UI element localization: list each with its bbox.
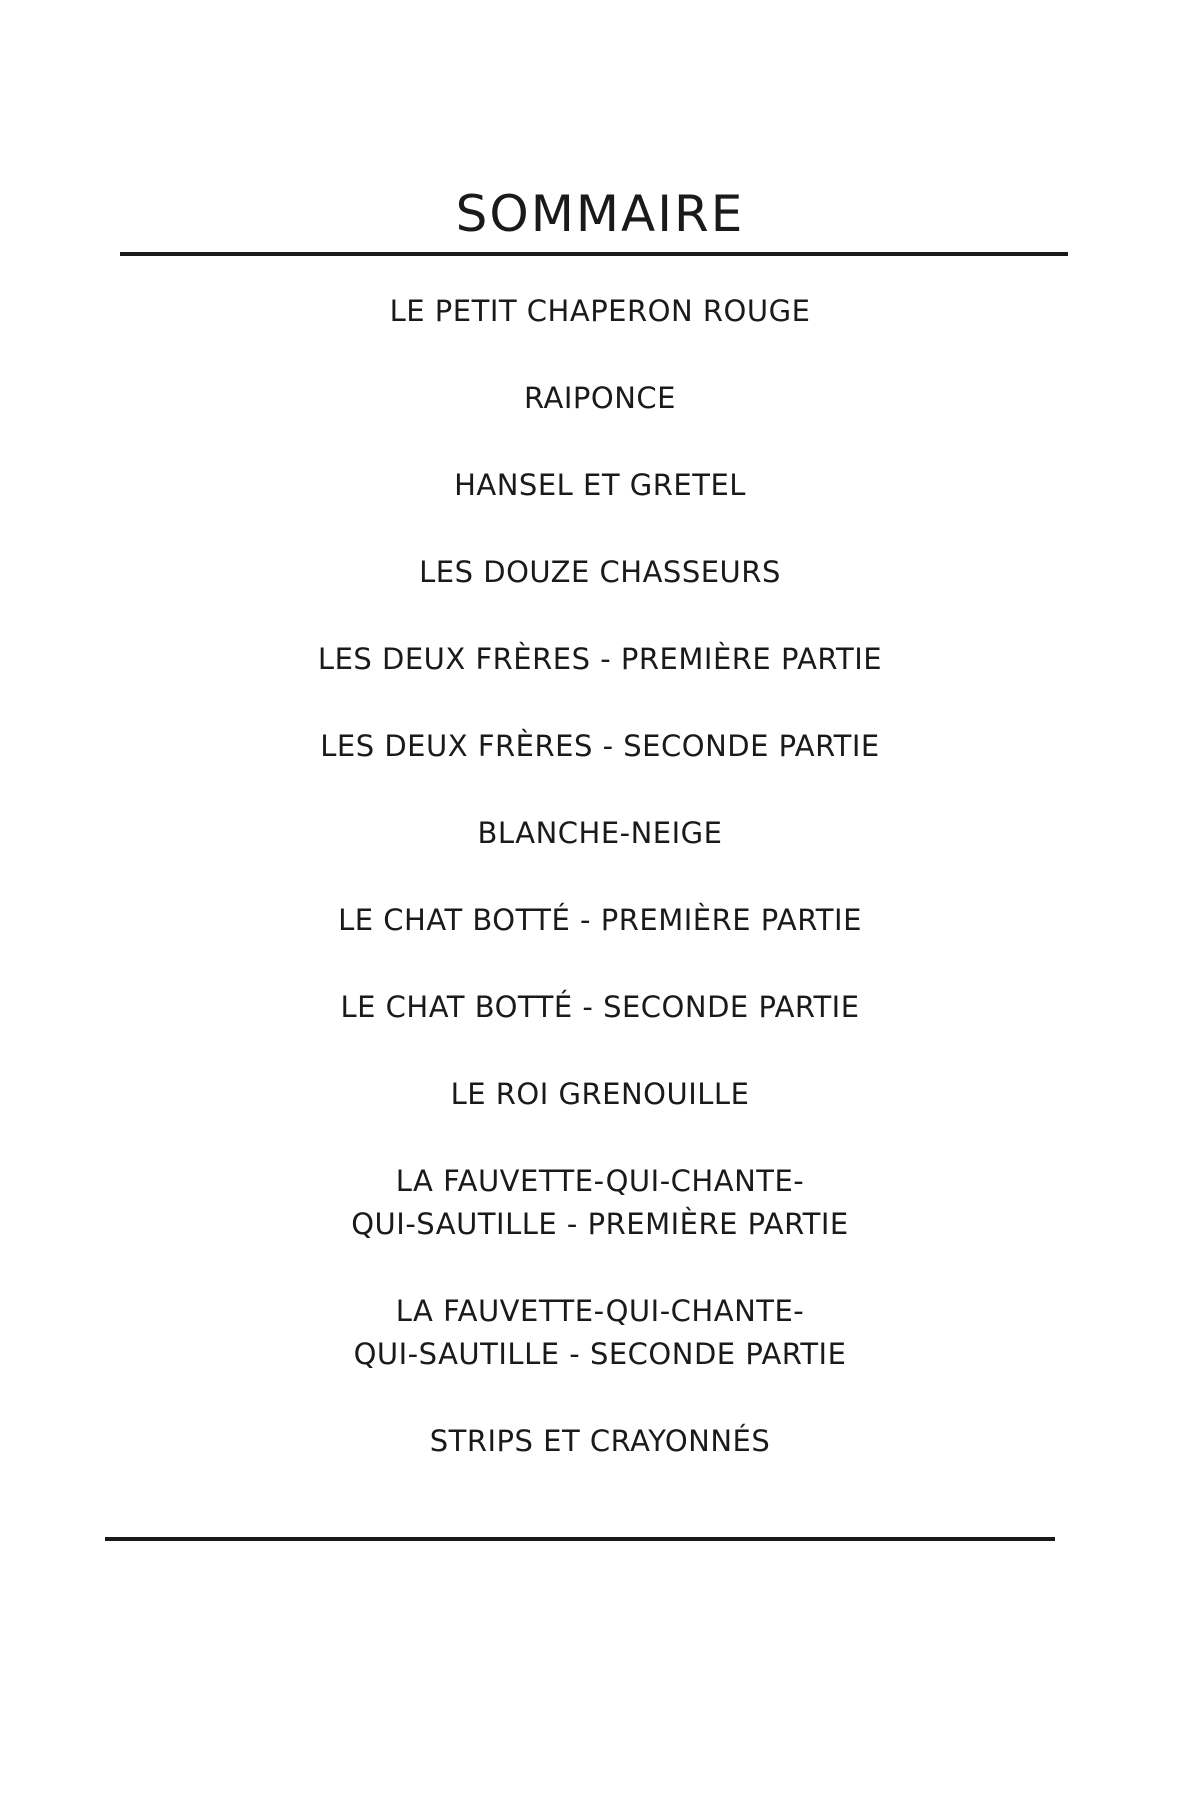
- toc-entry: [0, 1160, 1200, 1246]
- toc-entry: [0, 725, 1200, 768]
- toc-entry: [0, 377, 1200, 420]
- toc-entry: [0, 551, 1200, 594]
- toc-entry-line: LE CHAT BOTTÉ - PREMIÈRE PARTIE: [338, 903, 862, 937]
- top-divider: [120, 252, 1068, 256]
- toc-entry-line: LE ROI GRENOUILLE: [450, 1077, 750, 1111]
- toc-entry: [0, 464, 1200, 507]
- toc-entry-line: RAIPONCE: [524, 381, 676, 415]
- toc-entry-line: LA FAUVETTE-QUI-CHANTE-: [395, 1294, 805, 1328]
- toc-entry-line: QUI-SAUTILLE - PREMIÈRE PARTIE: [351, 1207, 849, 1241]
- toc-entry-line: LA FAUVETTE-QUI-CHANTE-: [395, 1164, 805, 1198]
- table-of-contents: [0, 290, 1200, 1507]
- toc-entry: [0, 986, 1200, 1029]
- toc-entry-line: BLANCHE-NEIGE: [477, 816, 723, 850]
- toc-entry-line: STRIPS ET CRAYONNÉS: [429, 1424, 771, 1458]
- toc-entry-line: LES DOUZE CHASSEURS: [419, 555, 781, 589]
- toc-entry: [0, 1420, 1200, 1463]
- toc-entry-line: LES DEUX FRÈRES - SECONDE PARTIE: [320, 729, 880, 763]
- toc-entry-line: LES DEUX FRÈRES - PREMIÈRE PARTIE: [317, 642, 883, 676]
- toc-entry: [0, 290, 1200, 333]
- page-title: SOMMAIRE: [455, 185, 745, 243]
- toc-entry-line: LE PETIT CHAPERON ROUGE: [389, 294, 811, 328]
- toc-entry: [0, 1290, 1200, 1376]
- toc-entry: [0, 899, 1200, 942]
- toc-entry: [0, 812, 1200, 855]
- toc-entry: [0, 1073, 1200, 1116]
- toc-entry-line: HANSEL ET GRETEL: [454, 468, 746, 502]
- toc-entry-line: QUI-SAUTILLE - SECONDE PARTIE: [353, 1337, 847, 1371]
- toc-entry: [0, 638, 1200, 681]
- toc-entry-line: LE CHAT BOTTÉ - SECONDE PARTIE: [340, 990, 860, 1024]
- bottom-divider: [105, 1537, 1055, 1541]
